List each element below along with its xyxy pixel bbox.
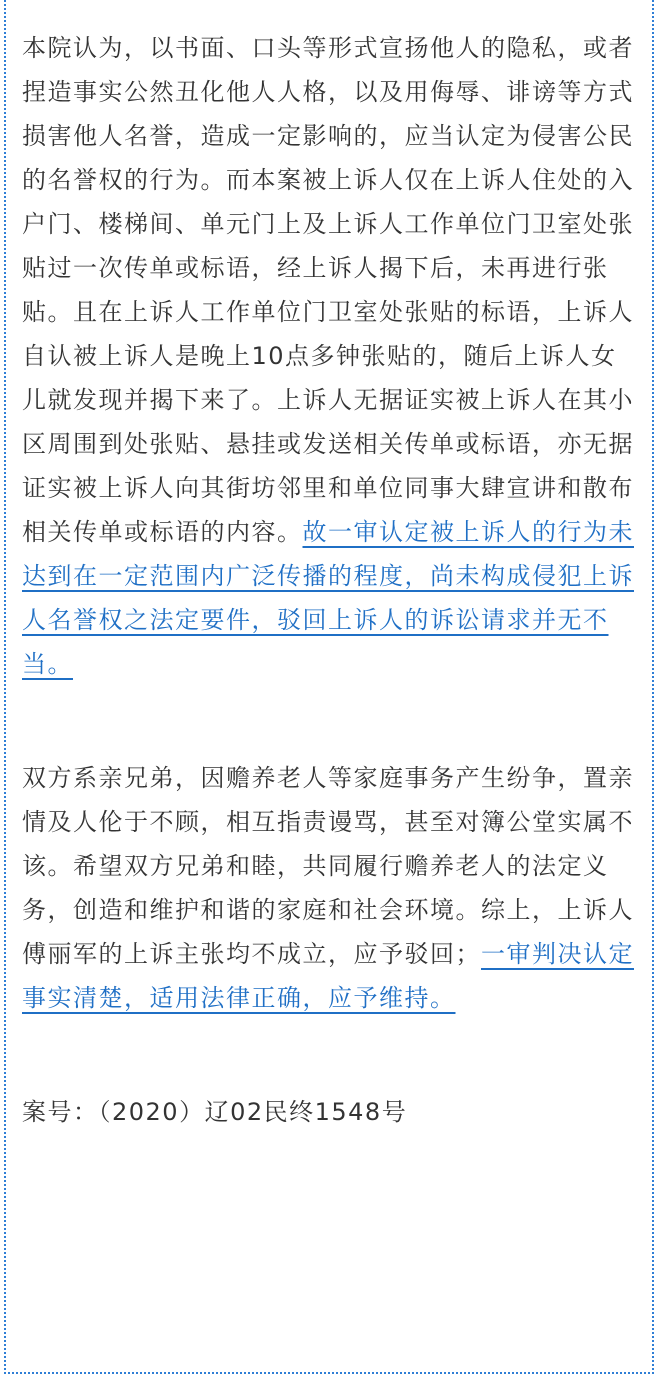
paragraph-conclusion: [22, 756, 640, 1020]
article-body: [22, 26, 640, 1134]
paragraph-2-link[interactable]: 一审判决认定事实清楚，适用法律正确，应予维持。: [22, 940, 634, 1012]
paragraph-2-text: 双方系亲兄弟，因赡养老人等家庭事务产生纷争，置亲情及人伦于不顾，相互指责谩骂，甚至对簿公堂实属不该。希望双方兄弟和睦，共同履行赡养老人的法定义务，创造和维护和谐的家庭和社会环境。综上，上诉人傅丽军的上诉主张均不成立，应予驳回；: [22, 764, 634, 968]
case-number: 案号：（2020）辽02民终1548号: [22, 1098, 408, 1126]
paragraph-court-opinion: [22, 26, 640, 686]
paragraph-1-text: 本院认为，以书面、口头等形式宣扬他人的隐私，或者捏造事实公然丑化他人人格，以及用侮辱、诽谤等方式损害他人名誉，造成一定影响的，应当认定为侵害公民的名誉权的行为。而本案被上诉人仅在上诉人住处的入户门、楼梯间、单元门上及上诉人工作单位门卫室处张贴过一次传单或标语，经上诉人揭下后，未再进行张贴。且在上诉人工作单位门卫室处张贴的标语，上诉人自认被上诉人是晚上10点多钟张贴的，随后上诉人女儿就发现并揭下来了。上诉人无据证实被上诉人在其小区周围到处张贴、悬挂或发送相关传单或标语，亦无据证实被上诉人向其街坊邻里和单位同事大肆宣讲和散布相关传单或标语的内容。: [22, 34, 634, 546]
paragraph-1-link[interactable]: 故一审认定被上诉人的行为未达到在一定范围内广泛传播的程度，尚未构成侵犯上诉人名誉权之法定要件，驳回上诉人的诉讼请求并无不当。: [22, 518, 634, 678]
